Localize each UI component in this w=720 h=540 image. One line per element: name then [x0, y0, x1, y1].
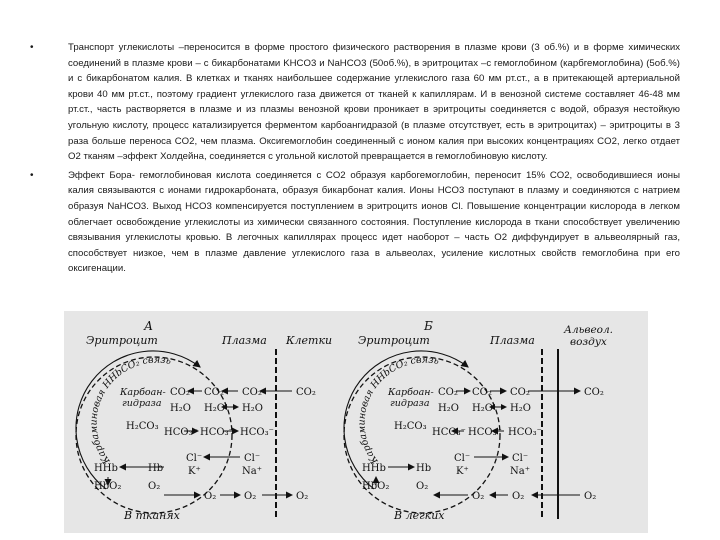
- panel-a-inner-hbo2: HbO₂: [94, 481, 122, 492]
- panel-a-inner-co2: CO₂: [170, 387, 190, 398]
- panel-a-inner-hhb: HHb: [94, 463, 118, 474]
- panel-a-mid-k: K⁺: [188, 466, 201, 477]
- bullet-text: Транспорт углекислоты –переносится в форме простого физического растворения в плазме крови (3 об.%) и в форме химических соединений в плазме крови – с бикарбонатами KHCO3 и NaHCO3 (50об.%), в эритроцитах –с гемоглобином (карбгемоглобина) (5об.%) и с бикарбонатом калия. В клетках и тканях наибольшее содержание углекислого газа 60 мм рт.ст., а в притекающей артериальной крови 40 мм рт.ст., поэтому градиент углекислого газа движется от тканей к капиллярам. И в венозной системе составляет 46-48 мм рт.ст., часть растворяется в плазме и из плазмы венозной крови проникает в эритроциты соединяется с водой, образуя нестойкую угольную кислоту, процесс катализируется ферментом карбоангидразой (в плазме отсутствует, есть в эритроцитах) – эритроциты в 3 раза больше переноса CO2, чем плазма. Оксигемоглобин соединенный с ионом калия при высоких концентрациях CO2, легко отдает O2 тканям –эффект Холдейна, соединяется с угольной кислотой превращается в гемоглобиновую кислоту.: [68, 42, 680, 163]
- panel-b-alveolar-line2: воздух: [570, 336, 607, 348]
- panel-b-inner-hb: Hb: [416, 463, 432, 474]
- bullet-text: Эффект Бора- гемоглобиновая кислота соединяется с CO2 образуя карбогемоглобин, переносит 15% CO2, освободившиеся ионы калия связываются с ионами гидрокарбоната, образуя бикарбонат калия. Ионы HCO3 поступают в плазму и соединяются с натрием образуя NaHCO3. Выход HCO3 компенсируется поступлением в эритроцитs ионов Cl. Повышение концентрации кислорода в легком облегчает освобождение углекислоты из химически связанного состояния. Поступление кислорода в ткани способствует увеличению связывания углекислоты кровью. В легочных капиллярах процесс идет наоборот – часть O2 диффундирует в альвеолярный газ, способствует низкое, чем в плазме давление углекислого газа в альвеолах, усиление кислотных свойств гемоглобина при его оксигенации.: [68, 169, 680, 275]
- panel-b-carbamino-label: Карбаминовая HHbCO₂ связь: [356, 354, 440, 466]
- panel-a-cells-label: Клетки: [286, 334, 333, 347]
- panel-a-letter: А: [144, 319, 154, 333]
- panel-b-enzyme-line2: гидраза: [390, 398, 430, 409]
- panel-b-mid-hco3: HCO₃⁻: [468, 427, 502, 438]
- bullet-marker: •: [30, 42, 34, 53]
- panel-a-inner-hb: Hb: [148, 463, 164, 474]
- panel-b-caption: В легких: [394, 509, 445, 522]
- panel-b-inner-o2: O₂: [416, 481, 429, 492]
- panel-b-plasma-na: Na⁺: [510, 466, 530, 477]
- panel-b-mid-k: K⁺: [456, 466, 469, 477]
- panel-a-carbamino-label: Карбаминовая HHbCO₂ связь: [88, 354, 172, 466]
- panel-a-cells-o2: O₂: [296, 491, 309, 502]
- panel-a-erythrocyte-label: Эритроцит: [86, 334, 158, 347]
- bullet-item-bohr-effect: [28, 168, 680, 277]
- panel-b-plasma-co2: CO₂: [510, 387, 530, 398]
- panel-a-inner-h2o: H₂O: [170, 403, 191, 414]
- panel-b-inner-h2co3: H₂CO₃: [394, 421, 427, 432]
- panel-a-plasma-o2: O₂: [244, 491, 257, 502]
- panel-b-plasma-label: Плазма: [490, 334, 535, 347]
- panel-a-mid-hco3: HCO₃⁻: [200, 427, 234, 438]
- panel-b-inner-hco3: HCO₃⁻: [432, 427, 466, 438]
- panel-a-mid-h2o: H₂O: [204, 403, 225, 414]
- panel-a-plasma-cl: Cl⁻: [244, 453, 261, 464]
- panel-a-inner-h2co3: H₂CO₃: [126, 421, 159, 432]
- bullet-marker: •: [30, 169, 34, 181]
- panel-a-plasma-h2o: H₂O: [242, 403, 263, 414]
- panel-a-plasma-na: Na⁺: [242, 466, 262, 477]
- panel-b-letter: Б: [424, 319, 433, 333]
- panel-b: [344, 319, 613, 522]
- panel-a-enzyme-line2: гидраза: [122, 398, 162, 409]
- panel-b-alveolar-o2: O₂: [584, 491, 597, 502]
- panel-b-alveolar-line1: Альвеол.: [564, 324, 614, 336]
- panel-b-inner-co2: CO₂: [438, 387, 458, 398]
- panel-a-mid-co2: CO₂: [204, 387, 224, 398]
- panel-a-mid-cl: Cl⁻: [186, 453, 203, 464]
- panel-b-enzyme-line1: Карбоан-: [388, 387, 434, 398]
- panel-a-enzyme-line1: Карбоан-: [120, 387, 166, 398]
- panel-b-mid-co2: CO₂: [472, 387, 492, 398]
- bullet-item-co2-transport: [28, 40, 680, 165]
- panel-a-mid-o2: O₂: [204, 491, 217, 502]
- panel-b-mid-h2o: H₂O: [472, 403, 493, 414]
- diagram-svg: [64, 311, 648, 533]
- panel-b-plasma-cl: Cl⁻: [512, 453, 529, 464]
- co2-transport-diagram: [64, 311, 648, 533]
- panel-b-mid-o2: O₂: [472, 491, 485, 502]
- panel-a-cells-co2: CO₂: [296, 387, 316, 398]
- panel-b-plasma-h2o: H₂O: [510, 403, 531, 414]
- panel-b-alveolar-co2: CO₂: [584, 387, 604, 398]
- panel-b-plasma-hco3: HCO₃⁻: [508, 427, 542, 438]
- panel-b-plasma-o2: O₂: [512, 491, 525, 502]
- panel-a: [76, 319, 332, 522]
- panel-a-plasma-hco3: HCO₃⁻: [240, 427, 274, 438]
- panel-b-mid-cl: Cl⁻: [454, 453, 471, 464]
- panel-a-inner-o2: O₂: [148, 481, 161, 492]
- bullet-list: [28, 40, 680, 280]
- panel-b-inner-hhb: HHb: [362, 463, 386, 474]
- panel-b-inner-hbo2: HbO₂: [362, 481, 390, 492]
- panel-b-erythrocyte-label: Эритроцит: [358, 334, 430, 347]
- panel-a-inner-hco3: HCO₃⁻: [164, 427, 198, 438]
- panel-a-caption: В тканях: [124, 509, 180, 522]
- panel-b-inner-h2o: H₂O: [438, 403, 459, 414]
- panel-a-plasma-co2: CO₂: [242, 387, 262, 398]
- panel-a-plasma-label: Плазма: [222, 334, 267, 347]
